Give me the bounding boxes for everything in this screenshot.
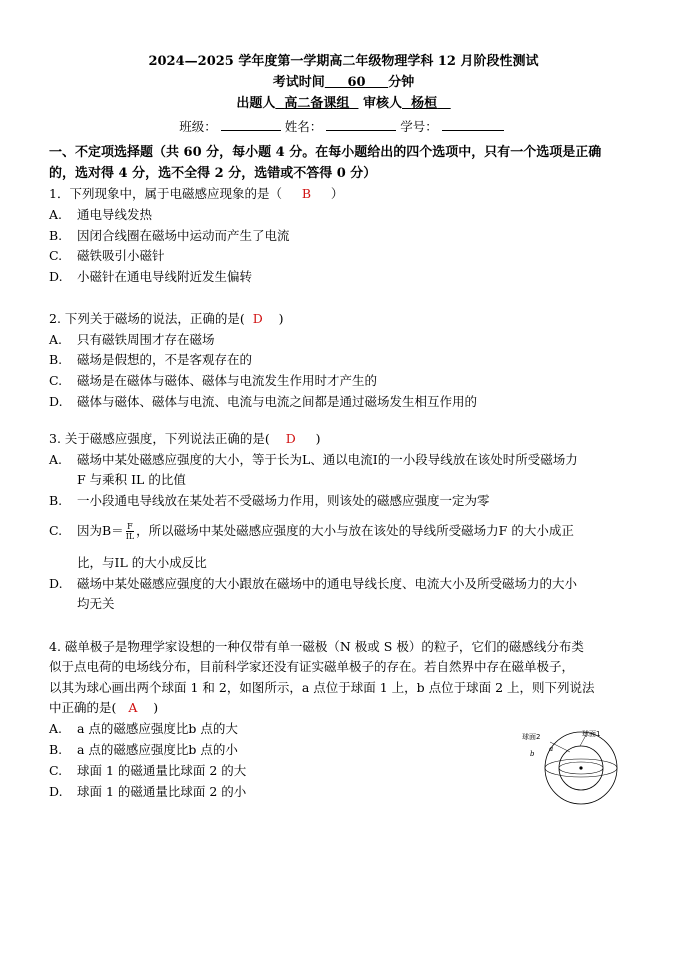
section-heading: 一、不定项选择题（共 60 分，每小题 4 分。在每小题给出的四个选项中，只有一个选项是正确 的，选对得 4 分，选不全得 2 分，选错或不答得 0 分）	[49, 145, 602, 181]
q4-option-d: D. 球面 1 的磁通量比球面 2 的小	[49, 784, 247, 799]
point-a-label: a	[549, 745, 554, 753]
fraction-f-over-il: $\frac{F}{IL}$	[125, 522, 135, 541]
q1-option-d: D. 小磁针在通电导线附近发生偏转	[49, 269, 253, 284]
q3-option-b: B. 一小段通电导线放在某处若不受磁场力作用，则该处的磁感应强度一定为零	[49, 493, 490, 508]
sphere-2-label: 球面2	[522, 733, 541, 741]
q3-option-d: D. 磁场中某处磁感应强度的大小跟放在磁场中的通电导线长度、电流大小及所受磁场力的大小	[49, 576, 578, 591]
q3-option-a: A. 磁场中某处磁感应强度的大小，等于长为L、通以电流I的一小段导线放在该处时所受磁场力	[49, 452, 578, 467]
question-2-stem: 2. 下列关于磁场的说法，正确的是( D )	[49, 311, 284, 326]
question-4-line-1: 4. 磁单极子是物理学家设想的一种仅带有单一磁极（N 极或 S 极）的粒子，它们的磁感线分布类	[49, 639, 584, 654]
exam-time-value: 60	[347, 75, 366, 90]
name-field[interactable]	[326, 118, 396, 131]
q4-option-c: C. 球面 1 的磁通量比球面 2 的大	[49, 763, 247, 778]
question-4-line-4: 中正确的是( A )	[49, 700, 159, 715]
reviewer-label: 审核人	[363, 96, 403, 111]
exam-time	[0, 71, 687, 90]
q1-option-c: C. 磁铁吸引小磁针	[49, 248, 165, 263]
question-4-answer: A	[128, 700, 138, 715]
q3-option-c-cont: 比，与IL 的大小成反比	[77, 555, 207, 570]
student-info-fields	[0, 117, 687, 135]
exam-time-unit: 分钟	[388, 75, 415, 90]
question-3-stem: 3. 关于磁感应强度，下列说法正确的是( D )	[49, 431, 321, 446]
question-1-stem: 1．下列现象中，属于电磁感应现象的是（ B ）	[49, 186, 344, 201]
class-field[interactable]	[221, 118, 281, 131]
q3-option-c: C. 因为B＝ $\frac{F}{IL}$ ，所以磁场中某处磁感应强度的大小与放在该处的导线所受磁场力F 的大小成正	[49, 522, 574, 541]
authors-line	[0, 92, 687, 111]
q3-option-a-cont: F 与乘积 IL 的比值	[77, 472, 186, 487]
spheres-diagram	[520, 728, 642, 806]
page-title: 2024—2025 学年度第一学期高二年级物理学科 12 月阶段性测试	[148, 54, 539, 69]
q2-option-b: B. 磁场是假想的，不是客观存在的	[49, 352, 253, 367]
point-b-label: b	[530, 750, 535, 758]
q1-option-b: B. 因闭合线圈在磁场中运动而产生了电流	[49, 228, 290, 243]
question-1-answer: B	[301, 186, 312, 201]
q2-option-c: C. 磁场是在磁体与磁体、磁体与电流发生作用时才产生的	[49, 373, 378, 388]
question-3-answer: D	[285, 431, 296, 446]
question-4-line-2: 似于点电荷的电场线分布，目前科学家还没有证实磁单极子的存在。若自然界中存在磁单极子，	[49, 659, 575, 674]
q4-option-a: A. a 点的磁感应强度比b 点的大	[49, 721, 238, 736]
question-2-answer: D	[252, 311, 263, 326]
reviewer-value: 杨桓	[411, 96, 438, 111]
q4-option-b: B. a 点的磁感应强度比b 点的小	[49, 742, 238, 757]
exam-time-label: 考试时间	[272, 75, 325, 90]
q3-option-d-cont: 均无关	[77, 596, 115, 611]
q2-option-a: A. 只有磁铁周围才存在磁场	[49, 332, 215, 347]
question-4-line-3: 以其为球心画出两个球面 1 和 2，如图所示，a 点位于球面 1 上，b 点位于球面 2 上，则下列说法	[49, 680, 595, 695]
id-field[interactable]	[442, 118, 504, 131]
name-label: 姓名：	[284, 119, 323, 134]
q2-option-d: D. 磁体与磁体、磁体与电流、电流与电流之间都是通过磁场发生相互作用的	[49, 394, 478, 409]
monopole-center	[579, 766, 582, 769]
author-label: 出题人	[236, 96, 276, 111]
id-label: 学号：	[400, 119, 438, 134]
sphere-1-label: 球面1	[582, 730, 601, 738]
author-value: 高二备课组	[284, 96, 350, 111]
q1-option-a: A. 通电导线发热	[49, 207, 153, 222]
class-label: 班级：	[179, 119, 217, 134]
